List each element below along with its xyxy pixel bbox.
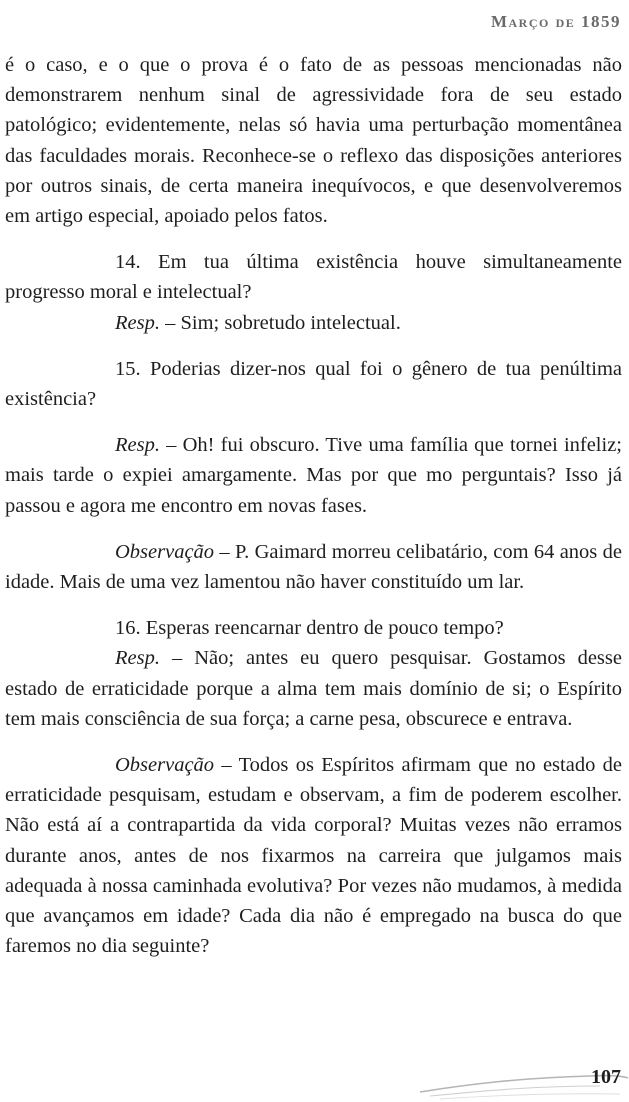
answer-15 xyxy=(5,430,622,521)
observation-2-text: – Todos os Espíritos afirmam que no estado de erraticidade pesquisam, estudam e observam, a fim de poderem escolher. Não está aí a contrapartida da vida corporal? Muitas vezes não erramos durante anos, antes de nos fixarmos na carreira que julgamos mais adequada à nossa caminhada evolutiva? Por vezes não mudamos, à medida que avançamos em idade? Cada dia não é empregado na busca do que faremos no dia seguinte? xyxy=(5,754,622,958)
page-footer xyxy=(0,1062,629,1102)
decorative-swoosh-icon xyxy=(0,1062,629,1102)
page-number: 107 xyxy=(591,1066,621,1088)
observation-2 xyxy=(5,750,622,961)
question-16: 16. Esperas reencarnar dentro de pouco tempo? xyxy=(115,617,504,640)
observation-1-text: – P. Gaimard morreu celibatário, com 64 anos de idade. Mais de uma vez lamentou não haver constituído um lar. xyxy=(5,540,622,594)
resp-label: Resp. xyxy=(115,647,160,670)
resp-label: Resp. xyxy=(115,434,160,457)
question-15: 15. Poderias dizer-nos qual foi o gênero de tua penúltima existência? xyxy=(5,357,622,411)
page-body xyxy=(5,50,622,961)
answer-15-text: – Oh! fui obscuro. Tive uma família que tornei infeliz; mais tarde o expiei amargamente. Mas por que mo perguntais? Isso já passou e agora me encontro em novas fases. xyxy=(5,434,622,517)
running-head: Março de 1859 xyxy=(490,12,621,31)
answer-16-text: – Não; antes eu quero pesquisar. Gostamos desse estado de erraticidade porque a alma tem mais domínio de si; o Espírito tem mais consciência de sua força; a carne pesa, obscurece e entrava. xyxy=(5,647,622,730)
observation-1 xyxy=(5,537,622,597)
observation-label: Observação xyxy=(115,754,215,777)
paragraph-continuation: é o caso, e o que o prova é o fato de as pessoas mencionadas não demonstrarem nenhum sinal de agressividade fora de seu estado patológico; evidentemente, nelas só havia uma perturbação momentânea das faculdades morais. Reconhece-se o reflexo das disposições anteriores por outros sinais, de certa maneira inequívocos, e que desenvolveremos em artigo especial, apoiado pelos fatos. xyxy=(5,54,622,228)
resp-label: Resp. xyxy=(115,311,160,334)
answer-16 xyxy=(5,643,622,734)
answer-14-text: – Sim; sobretudo intelectual. xyxy=(159,311,401,334)
observation-label: Observação xyxy=(115,540,215,563)
question-14: 14. Em tua última existência houve simultaneamente progresso moral e intelectual? xyxy=(5,251,622,304)
answer-14 xyxy=(5,308,622,338)
